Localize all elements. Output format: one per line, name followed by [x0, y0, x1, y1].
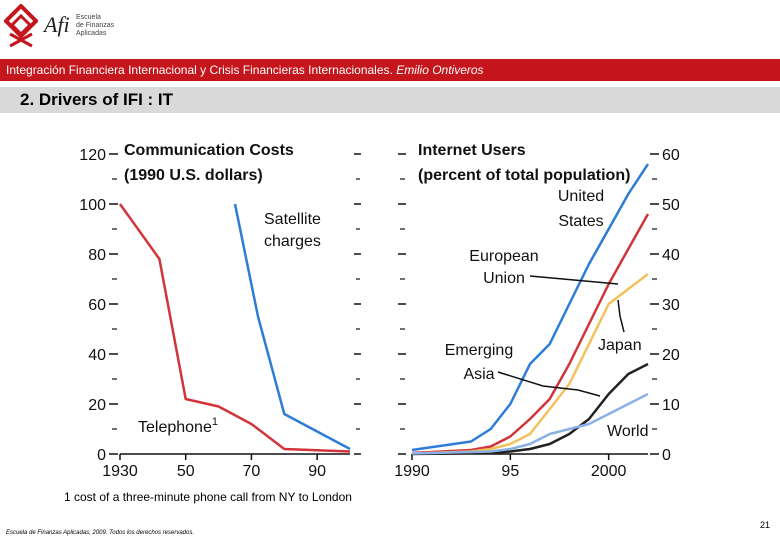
series-line-emerging-asia — [412, 364, 648, 454]
logo-line: de Finanzas — [76, 22, 115, 29]
y-tick-label: 50 — [662, 197, 680, 214]
logo-line: Escuela — [76, 14, 101, 21]
y-tick-label: 0 — [97, 447, 106, 464]
series-label-japan: Japan — [598, 337, 642, 354]
y-tick-label: 40 — [662, 247, 680, 264]
european-union-leader-line — [530, 276, 618, 284]
y-tick-label: 60 — [662, 147, 680, 164]
y-tick-label: 20 — [662, 347, 680, 364]
slide-title: 2. Drivers of IFI : IT — [20, 90, 174, 109]
japan-leader-line — [618, 300, 624, 332]
header-bar — [0, 59, 780, 81]
charts-svg — [78, 136, 698, 486]
x-tick-label: 1930 — [102, 463, 138, 480]
page-number: 21 — [760, 520, 771, 530]
x-tick-label: 1990 — [394, 463, 430, 480]
y-tick-label: 100 — [79, 197, 106, 214]
right-chart-title: Internet Users — [418, 142, 526, 159]
y-tick-label: 120 — [79, 147, 106, 164]
x-tick-label: 95 — [501, 463, 520, 480]
y-tick-label: 60 — [88, 297, 106, 314]
slide-title-bar — [0, 87, 780, 113]
x-tick-label: 90 — [308, 463, 327, 480]
logo-line: Aplicadas — [76, 30, 107, 37]
series-label-satellite: Satellite — [264, 211, 321, 228]
series-label-united-states: United — [557, 188, 605, 205]
diamond-logo-icon — [4, 4, 38, 48]
series-label-satellite: charges — [264, 233, 321, 250]
header-author: Emilio Ontiveros — [396, 63, 484, 77]
left-chart-subtitle: (1990 U.S. dollars) — [124, 167, 263, 184]
telephone-footnote-marker: 1 — [211, 416, 218, 428]
emerging-asia-leader-line — [498, 372, 600, 396]
series-label-emerging-asia: Emerging — [444, 342, 514, 359]
y-tick-label: 80 — [88, 247, 106, 264]
afi-logo — [4, 4, 124, 54]
right-chart-subtitle: (percent of total population) — [418, 167, 631, 184]
y-tick-label: 10 — [662, 397, 680, 414]
header-title: Integración Financiera Internacional y Crisis Financieras Internacionales. — [6, 63, 393, 77]
series-label-emerging-asia: Asia — [463, 366, 495, 383]
footnote: 1 cost of a three-minute phone call from NY to London — [64, 490, 352, 504]
y-tick-label: 20 — [88, 397, 106, 414]
x-tick-label: 2000 — [590, 463, 627, 480]
left-chart-title: Communication Costs — [124, 142, 294, 159]
y-tick-label: 0 — [662, 447, 671, 464]
series-label-united-states: States — [558, 213, 604, 230]
logo-subtitle — [76, 14, 114, 38]
series-label-european-union: European — [469, 248, 539, 265]
series-line-united-states — [412, 164, 648, 450]
x-tick-label: 50 — [176, 463, 195, 480]
y-tick-label: 40 — [88, 347, 106, 364]
series-label-telephone: Telephone$^1$ — [138, 416, 218, 436]
charts-area — [78, 136, 698, 491]
copyright-note: Escuela de Finanzas Aplicadas, 2009. Todos los derechos reservados. — [6, 530, 195, 536]
series-label-european-union: Union — [483, 270, 525, 287]
y-tick-label: 30 — [662, 297, 680, 314]
x-tick-label: 70 — [242, 463, 261, 480]
series-label-world: World — [607, 423, 649, 440]
logo-brand: Afi — [44, 12, 70, 37]
